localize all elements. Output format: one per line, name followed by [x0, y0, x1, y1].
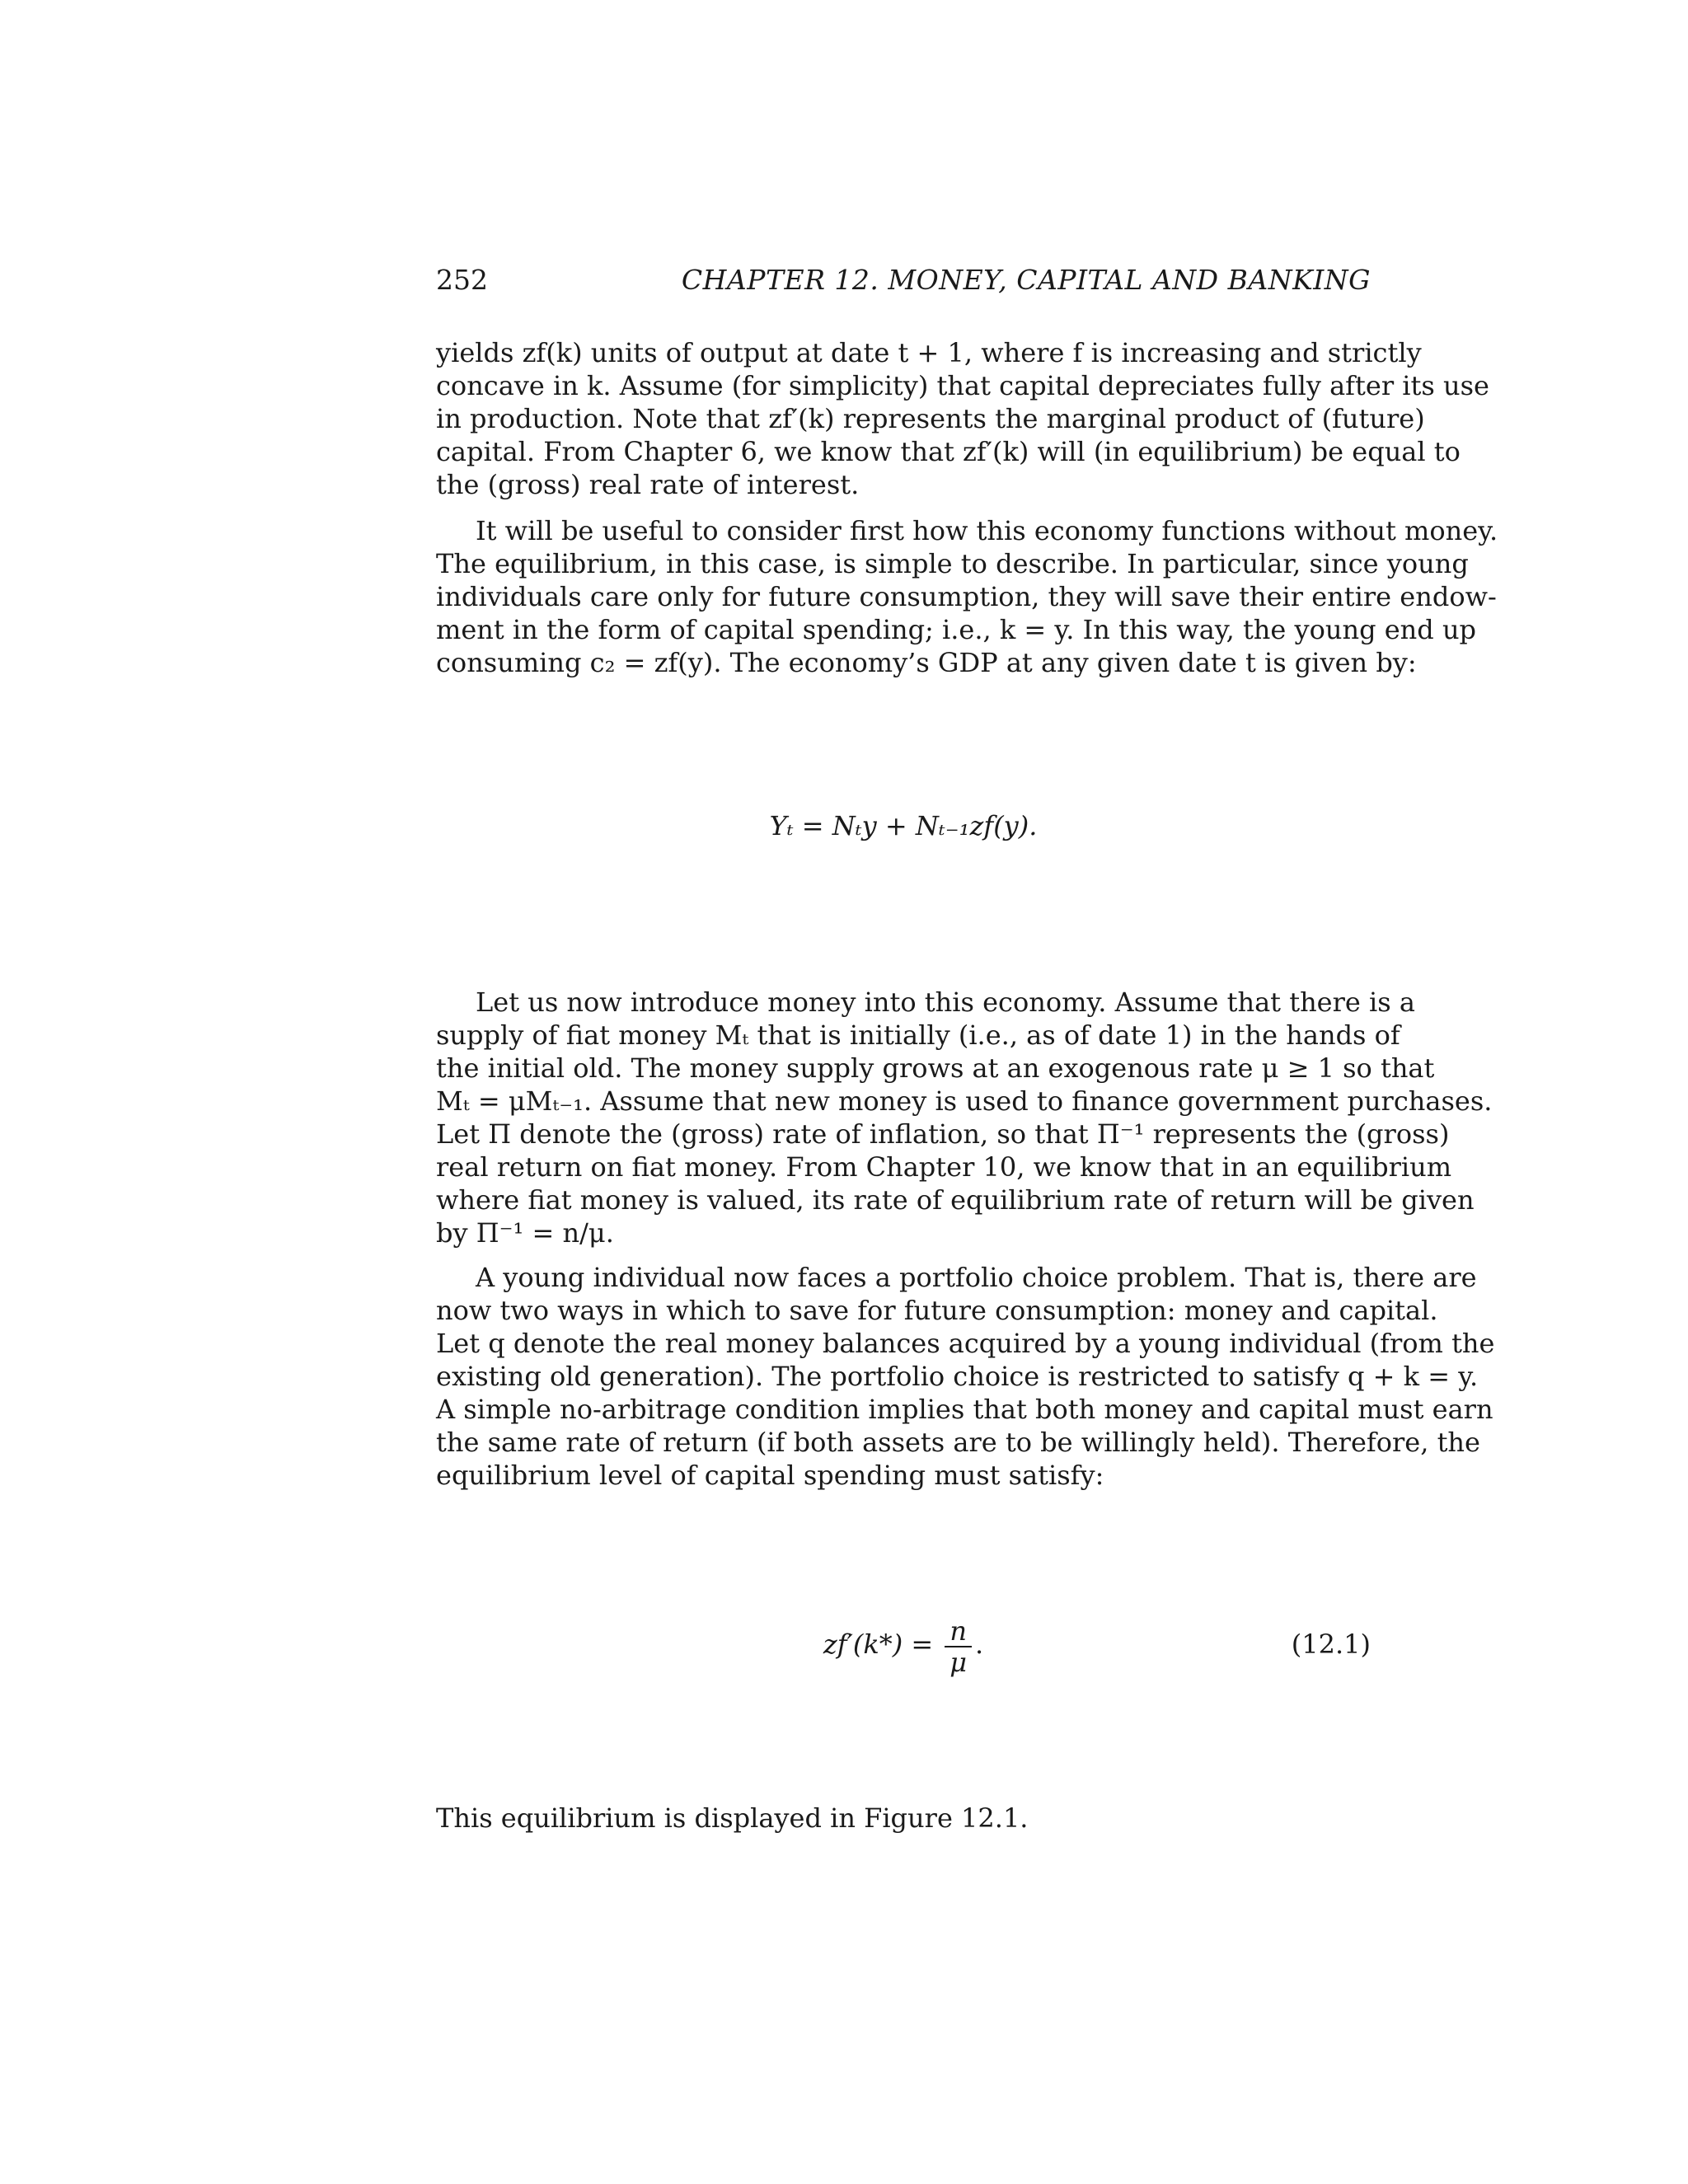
text-line: existing old generation). The portfolio choice is restricted to satisfy q + k = y. [436, 1361, 1479, 1392]
text-line: the same rate of return (if both assets are to be willingly held). Therefore, the [436, 1427, 1480, 1458]
text-line: This equilibrium is displayed in Figure 12.1. [436, 1802, 1029, 1834]
paragraph-introduce-money [436, 986, 1493, 1249]
equation-gdp [436, 801, 1371, 851]
text-line: A young individual now faces a portfolio choice problem. That is, there are [476, 1262, 1477, 1293]
text-line: where fiat money is valued, its rate of equilibrium rate of return will be given [436, 1184, 1475, 1216]
text-line: capital. From Chapter 6, we know that zf′(k) will (in equilibrium) be equal to [436, 436, 1461, 467]
text-line: the (gross) real rate of interest. [436, 469, 860, 500]
fraction-numerator: n [945, 1616, 972, 1647]
equation-12-1-fraction [945, 1616, 972, 1677]
text-line: the initial old. The money supply grows at an exogenous rate μ ≥ 1 so that [436, 1052, 1435, 1084]
paragraph-portfolio-choice [436, 1261, 1495, 1492]
text-line: A simple no-arbitrage condition implies that both money and capital must earn [436, 1394, 1493, 1425]
paragraph-production [436, 336, 1489, 501]
chapter-running-head: CHAPTER 12. MONEY, CAPITAL AND BANKING [681, 264, 1371, 296]
text-line: yields zf(k) units of output at date t + 1, where f is increasing and strictly [436, 337, 1422, 368]
text-line: equilibrium level of capital spending must satisfy: [436, 1460, 1104, 1491]
text-line: ment in the form of capital spending; i.e., k = y. In this way, the young end up [436, 614, 1477, 645]
text-line: individuals care only for future consumption, they will save their entire endow- [436, 581, 1497, 612]
text-line: real return on fiat money. From Chapter 10, we know that in an equilibrium [436, 1151, 1452, 1183]
text-line: Mₜ = μMₜ₋₁. Assume that new money is used to finance government purchases. [436, 1085, 1493, 1117]
text-line: consuming c₂ = zf(y). The economy’s GDP at any given date t is given by: [436, 647, 1417, 678]
text-line: concave in k. Assume (for simplicity) that capital depreciates fully after its use [436, 370, 1489, 401]
text-line: It will be useful to consider first how this economy functions without money. [476, 515, 1498, 546]
text-line: now two ways in which to save for future consumption: money and capital. [436, 1295, 1438, 1326]
text-line: by Π⁻¹ = n/μ. [436, 1217, 614, 1249]
equation-number: (12.1) [1291, 1629, 1371, 1660]
fraction-denominator: μ [950, 1646, 968, 1678]
paragraph-no-money [436, 514, 1498, 679]
equation-12-1 [436, 1611, 1371, 1677]
equation-gdp-text: Yₜ = Nₜy + Nₜ₋₁zf(y). [769, 810, 1038, 841]
page-number: 252 [436, 264, 488, 296]
paragraph-figure-reference [436, 1802, 1371, 1835]
page-header [436, 262, 1371, 298]
equation-12-1-period: . [974, 1629, 984, 1660]
text-line: supply of fiat money Mₜ that is initially (i.e., as of date 1) in the hands of [436, 1019, 1400, 1051]
equation-12-1-lhs: zf′(k*) = [823, 1629, 934, 1660]
text-line: The equilibrium, in this case, is simple to describe. In particular, since young [436, 548, 1469, 579]
text-line: in production. Note that zf′(k) represents the marginal product of (future) [436, 403, 1425, 434]
text-line: Let q denote the real money balances acquired by a young individual (from the [436, 1328, 1495, 1359]
text-line: Let us now introduce money into this economy. Assume that there is a [476, 987, 1415, 1018]
text-line: Let Π denote the (gross) rate of inflation, so that Π⁻¹ represents the (gross) [436, 1118, 1450, 1150]
